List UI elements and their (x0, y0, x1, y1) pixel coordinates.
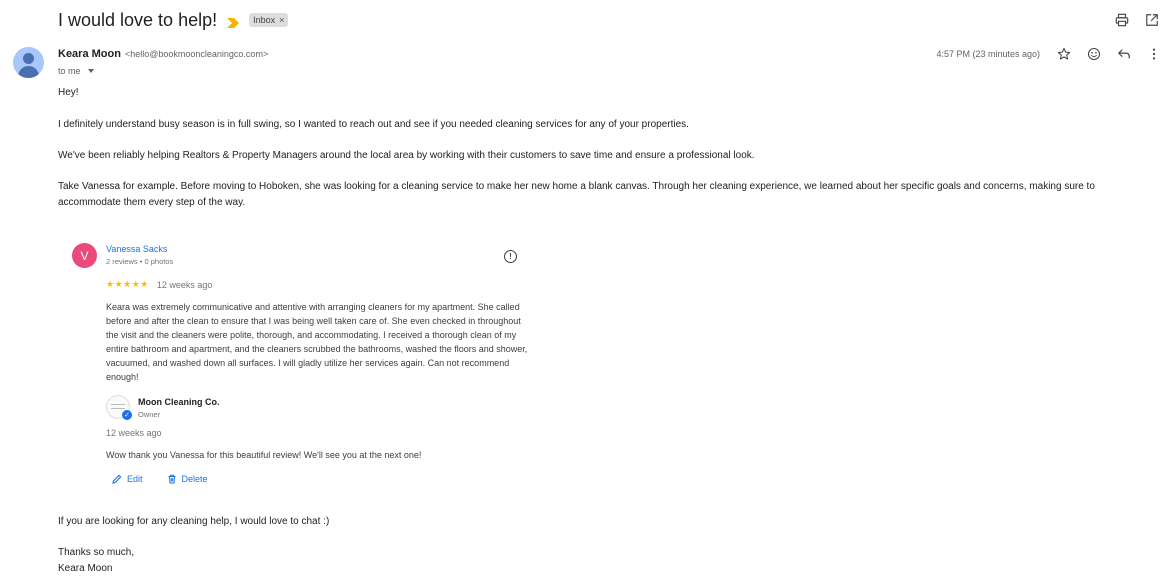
recipient-details-toggle[interactable] (58, 66, 94, 76)
delete-label: Delete (181, 474, 208, 484)
business-logo (106, 395, 130, 419)
message-actions (936, 46, 1162, 62)
body-paragraph: We've been reliably helping Realtors & Property Managers around the local area by working with their customers to save time and ensure a professional look. (58, 150, 755, 161)
label-text: Inbox (253, 15, 276, 25)
star-rating: ★★★★★ (106, 279, 149, 289)
delete-reply-button[interactable] (167, 474, 208, 484)
sender-name[interactable]: Keara Moon (58, 48, 121, 60)
owner-name: Moon Cleaning Co. (138, 397, 220, 407)
sender-row (58, 48, 268, 60)
body-paragraph: I definitely understand busy season is in full swing, so I wanted to reach out and see if you needed cleaning services for any of your properties. (58, 119, 689, 130)
reviewer-avatar[interactable]: V (72, 243, 97, 268)
emoji-icon[interactable] (1086, 46, 1102, 62)
body-paragraph: If you are looking for any cleaning help, I would love to chat :) (58, 516, 330, 527)
edit-reply-button[interactable] (112, 474, 143, 484)
reviewer-stats: 2 reviews • 0 photos (106, 257, 174, 266)
pencil-icon (112, 474, 122, 484)
sender-avatar[interactable] (13, 47, 44, 78)
star-icon[interactable] (1056, 46, 1072, 62)
reply-time: 12 weeks ago (106, 428, 162, 438)
owner-reply-header (106, 395, 220, 419)
body-paragraph: Hey! (58, 87, 79, 98)
review-time: 12 weeks ago (156, 279, 213, 290)
signature-name: Keara Moon (58, 563, 113, 574)
print-icon[interactable] (1114, 12, 1130, 28)
review-text: Keara was extremely communicative and attentive with arranging cleaners for my apartment. She called before and after the clean to ensure that I was being well taken care of. She even checked in throughout the visit and the cleaners were polite, thorough, and accommodating. I received a thorough clean of my entire bathroom and apartment, and the cleaners scrubbed the bathrooms, washed the floors and shower, vacuumed, and washed down all surfaces. I will gladly utilize her services again. Can not recommend enough! (106, 302, 528, 382)
body-paragraph: Take Vanessa for example. Before moving to Hoboken, she was looking for a cleaning service to make her new home a blank canvas. Through her cleaning experience, we learned about her specific goals and concerns, making sure to accommodate them every step of the way. (58, 181, 1095, 208)
to-text: to me (58, 66, 81, 76)
chevron-down-icon (88, 69, 94, 73)
top-actions (1114, 12, 1160, 28)
verified-check-icon: ✓ (122, 410, 132, 420)
importance-marker-icon[interactable] (227, 15, 239, 25)
owner-role: Owner (138, 410, 161, 419)
trash-icon (167, 474, 177, 484)
more-vert-icon[interactable] (1146, 46, 1162, 62)
report-review-icon[interactable]: ! (504, 250, 517, 263)
reply-icon[interactable] (1116, 46, 1132, 62)
owner-reply-text: Wow thank you Vanessa for this beautiful review! We'll see you at the next one! (106, 450, 422, 460)
remove-label-button[interactable]: × (279, 15, 285, 25)
edit-label: Edit (127, 474, 143, 484)
review-card (70, 238, 540, 498)
subject-row (58, 6, 288, 34)
timestamp: 4:57 PM (23 minutes ago) (936, 49, 1040, 59)
sender-email: <hello@bookmooncleaningco.com> (124, 49, 269, 59)
inbox-label-chip (249, 13, 288, 27)
reviewer-name[interactable]: Vanessa Sacks (106, 244, 168, 254)
rating-row (106, 279, 212, 290)
signoff: Thanks so much, (58, 547, 135, 558)
reply-actions (112, 474, 208, 484)
email-subject: I would love to help! (58, 9, 218, 30)
open-in-new-window-icon[interactable] (1144, 12, 1160, 28)
